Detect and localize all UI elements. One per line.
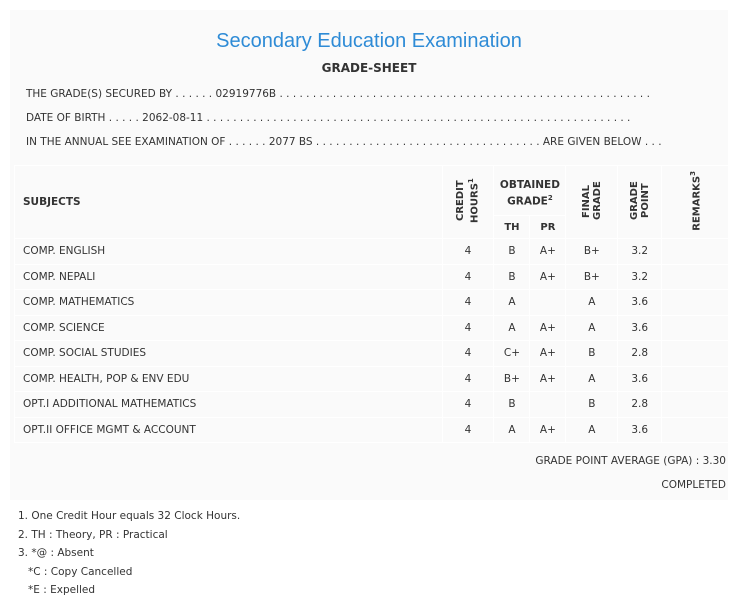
remarks (662, 366, 730, 392)
final-grade: B (566, 392, 618, 418)
header-grade-point: GRADE POINT (618, 166, 662, 239)
credit-hours: 4 (442, 264, 494, 290)
header-remarks: REMARKS$^3$ (662, 166, 730, 239)
footnote-th-pr: 2. TH : Theory, PR : Practical (18, 528, 168, 541)
footnote-expelled: *E : Expelled (28, 584, 96, 596)
subject-name: COMP. HEALTH, POP & ENV EDU (15, 366, 443, 392)
credit-hours: 4 (442, 239, 494, 265)
grade-sheet-heading: GRADE-SHEET (321, 61, 417, 75)
final-grade: B+ (566, 239, 618, 265)
final-grade: B+ (566, 264, 618, 290)
credit-hours: 4 (442, 290, 494, 316)
grade-secured-by-line: THE GRADE(S) SECURED BY . . . . . . 02919776B . . . . . . . . . . . . . . . . . . . . . . . . . . . . . . . . . . . . . . . . . . . . . . . . . . . . . . . . (26, 88, 650, 100)
grade-th: B (494, 392, 530, 418)
subject-name: COMP. SOCIAL STUDIES (15, 341, 443, 367)
grade-pr: A+ (530, 315, 566, 341)
remarks (662, 417, 730, 443)
grade-th: C+ (494, 341, 530, 367)
final-grade: A (566, 366, 618, 392)
credit-hours: 4 (442, 341, 494, 367)
grade-pr (530, 290, 566, 316)
remarks (662, 315, 730, 341)
table-row (15, 366, 730, 392)
result-status: COMPLETED (661, 479, 726, 491)
subject-name: COMP. MATHEMATICS (15, 290, 443, 316)
grade-pr: A+ (530, 417, 566, 443)
remarks (662, 264, 730, 290)
grade-point: 3.2 (618, 239, 662, 265)
final-grade: B (566, 341, 618, 367)
table-row (15, 392, 730, 418)
credit-hours: 4 (442, 315, 494, 341)
credit-hours: 4 (442, 366, 494, 392)
table-row (15, 239, 730, 265)
grade-th: B (494, 264, 530, 290)
grade-th: A (494, 315, 530, 341)
table-row (15, 341, 730, 367)
grade-point: 3.6 (618, 315, 662, 341)
grade-point: 3.6 (618, 290, 662, 316)
header-final-grade: FINAL GRADE (566, 166, 618, 239)
grade-pr: A+ (530, 366, 566, 392)
grade-point: 3.6 (618, 417, 662, 443)
subject-name: COMP. SCIENCE (15, 315, 443, 341)
footnote-copy-cancelled: *C : Copy Cancelled (28, 565, 133, 578)
grade-point: 2.8 (618, 392, 662, 418)
remarks (662, 392, 730, 418)
table-row (15, 417, 730, 443)
grade-th: B (494, 239, 530, 265)
header-subjects: SUBJECTS (15, 166, 443, 239)
grade-pr: A+ (530, 264, 566, 290)
subject-name: OPT.II OFFICE MGMT & ACCOUNT (15, 417, 443, 443)
grade-point: 2.8 (618, 341, 662, 367)
table-row (15, 315, 730, 341)
header-th: TH (494, 216, 530, 239)
footnotes (18, 507, 240, 600)
grade-th: B+ (494, 366, 530, 392)
header-credit-hours: CREDIT HOURS$^1$ (442, 166, 494, 239)
footnote-credit-hour: 1. One Credit Hour equals 32 Clock Hours. (18, 510, 241, 522)
gpa-summary: GRADE POINT AVERAGE (GPA) : 3.30 (535, 455, 726, 467)
date-of-birth-line: DATE OF BIRTH . . . . . 2062-08-11 . . . . . . . . . . . . . . . . . . . . . . . . . . . . . . . . . . . . . . . . . . . . . . . . . . . . . . . . . . . . . . . . (26, 112, 631, 124)
grade-table (14, 165, 730, 443)
exam-line: IN THE ANNUAL SEE EXAMINATION OF . . . . . . 2077 BS . . . . . . . . . . . . . . . . . . . . . . . . . . . . . . . . . . ARE GIVEN BELOW . . . (26, 136, 662, 148)
grade-pr: A+ (530, 239, 566, 265)
subject-name: COMP. ENGLISH (15, 239, 443, 265)
final-grade: A (566, 315, 618, 341)
remarks (662, 239, 730, 265)
header-pr: PR (530, 216, 566, 239)
grade-point: 3.6 (618, 366, 662, 392)
grade-pr (530, 392, 566, 418)
grade-th: A (494, 290, 530, 316)
grade-point: 3.2 (618, 264, 662, 290)
subject-name: OPT.I ADDITIONAL MATHEMATICS (15, 392, 443, 418)
footnote-absent: 3. *@ : Absent (18, 547, 94, 559)
table-row (15, 264, 730, 290)
page-title: Secondary Education Examination (216, 30, 522, 52)
subject-name: COMP. NEPALI (15, 264, 443, 290)
final-grade: A (566, 290, 618, 316)
grade-pr: A+ (530, 341, 566, 367)
grade-th: A (494, 417, 530, 443)
remarks (662, 341, 730, 367)
remarks (662, 290, 730, 316)
credit-hours: 4 (442, 392, 494, 418)
header-obtained-grade: OBTAINED GRADE$^2$ (494, 166, 566, 216)
final-grade: A (566, 417, 618, 443)
table-row (15, 290, 730, 316)
credit-hours: 4 (442, 417, 494, 443)
